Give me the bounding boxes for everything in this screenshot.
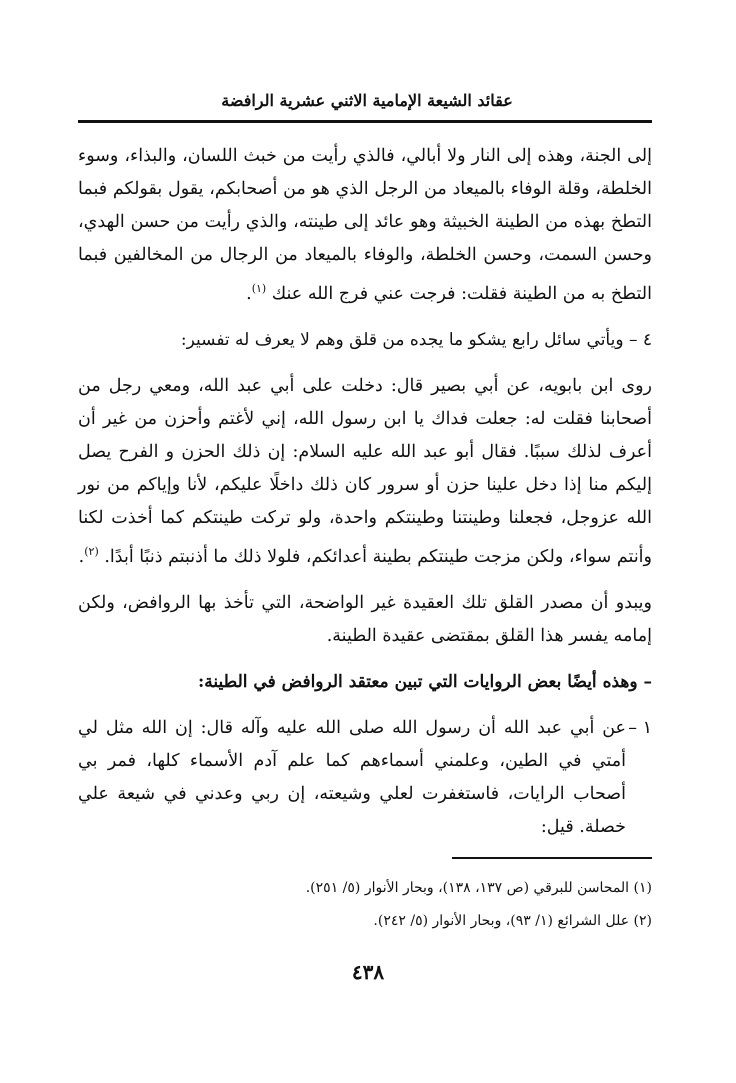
running-header: عقائد الشيعة الإمامية الاثني عشرية الرافضة	[221, 91, 513, 110]
item-number: ١ –	[628, 717, 652, 738]
footnote-rule	[452, 857, 652, 859]
paragraph-1-text: إلى الجنة، وهذه إلى النار ولا أبالي، فالذي رأيت من خبث اللسان، والبذاء، وسوء الخلطة، وقلة الوفاء بالميعاد من الرجل الذي هو من أصحابكم، يقول بقولكم فبما التطخ بهذه من الطينة الخبيثة وهو عائد إلى طينته، والذي رأيت من حسن الهدي، وحسن السمت، وحسن الخلطة، والوفاء بالميعاد من الرجال من المخالفين فبما التطخ به من الطينة فقلت: فرجت عني فرج الله عنك	[78, 146, 652, 304]
footnote-ref-1: (١)	[251, 282, 267, 295]
footnote-2: (٢) علل الشرائع (١/ ٩٣)، وبحار الأنوار (٥/ ٢٤٢).	[373, 913, 652, 929]
footnote-1: (١) المحاسن للبرقي (ص ١٣٧، ١٣٨)، وبحار الأنوار (٥/ ٢٥١).	[305, 880, 652, 896]
section-heading: – وهذه أيضًا بعض الروايات التي تبين معتقد الروافض في الطينة:	[197, 671, 652, 692]
paragraph-3: ويبدو أن مصدر القلق تلك العقيدة غير الواضحة، التي تأخذ بها الروافض، ولكن إمامه يفسر هذا القلق بمقتضى عقيدة الطينة.	[78, 592, 652, 646]
question-four: ٤ – ويأتي سائل رابع يشكو ما يجده من قلق وهم لا يعرف له تفسير:	[180, 329, 652, 350]
footnote-ref-2: (٢)	[84, 544, 99, 558]
footnotes	[78, 872, 652, 938]
paragraph-2-text: روى ابن بابويه، عن أبي بصير قال: دخلت على أبي عبد الله، ومعي رجل من أصحابنا فقلت له: جعلت فداك يا ابن رسول الله، إني لأغتم وأحزن من غير أن أعرف لذلك سببًا. فقال أبو عبد الله عليه السلام: إن ذلك الحزن و الفرح يصل إليكم منا إذا دخل علينا حزن أو سرور كان ذلك داخلًا عليكم، لأنا وإياكم من نور الله عزوجل، فجعلنا وطينتنا وطينتكم واحدة، ولو تركت طينتكم كما أخذت لكنا وأنتم سواء، ولكن مزجت طينتكم بطينة أعدائكم، فلولا ذلك ما أذنبتم ذنبًا أبدًا.	[78, 375, 652, 567]
item-text: عن أبي عبد الله أن رسول الله صلى الله عليه وآله قال: إن الله مثل لي أمتي في الطين، وعلمني أسماءهم كما علم آدم الأسماء كلها، فمر بي أصحاب الرايات، فاستغفرت لعلي وشيعته، إن ربي وعدني في شيعة علي خصلة. قيل:	[78, 717, 626, 837]
numbered-item-1	[78, 712, 652, 844]
paragraph-1: إلى الجنة، وهذه إلى النار ولا أبالي، فالذي رأيت من خبث اللسان، والبذاء، وسوء الخلطة، وقلة الوفاء بالميعاد من الرجل الذي هو من أصحابكم، يقول بقولكم فبما التطخ بهذه من الطينة الخبيثة وهو عائد إلى طينته، والذي رأيت من حسن الهدي، وحسن السمت، وحسن الخلطة، والوفاء بالميعاد من الرجال من المخالفين فبما التطخ به من الطينة فقلت: فرجت عني فرج الله عنك $^{(١)}$.	[78, 146, 652, 304]
paragraph-2: روى ابن بابويه، عن أبي بصير قال: دخلت على أبي عبد الله، ومعي رجل من أصحابنا فقلت له: جعلت فداك يا ابن رسول الله، إني لأغتم وأحزن من غير أن أعرف لذلك سببًا. فقال أبو عبد الله عليه السلام: إن ذلك الحزن و الفرح يصل إليكم منا إذا دخل علينا حزن أو سرور كان ذلك داخلًا عليكم، لأنا وإياكم من نور الله عزوجل، فجعلنا وطينتنا وطينتكم واحدة، ولو تركت طينتكم كما أخذت لكنا وأنتم سواء، ولكن مزجت طينتكم بطينة أعدائكم، فلولا ذلك ما أذنبتم ذنبًا أبدًا. $^{(٢)}$.	[78, 375, 652, 567]
page-number: ٤٣٨	[351, 960, 385, 984]
page-body	[78, 140, 652, 844]
header-rule	[78, 120, 652, 123]
